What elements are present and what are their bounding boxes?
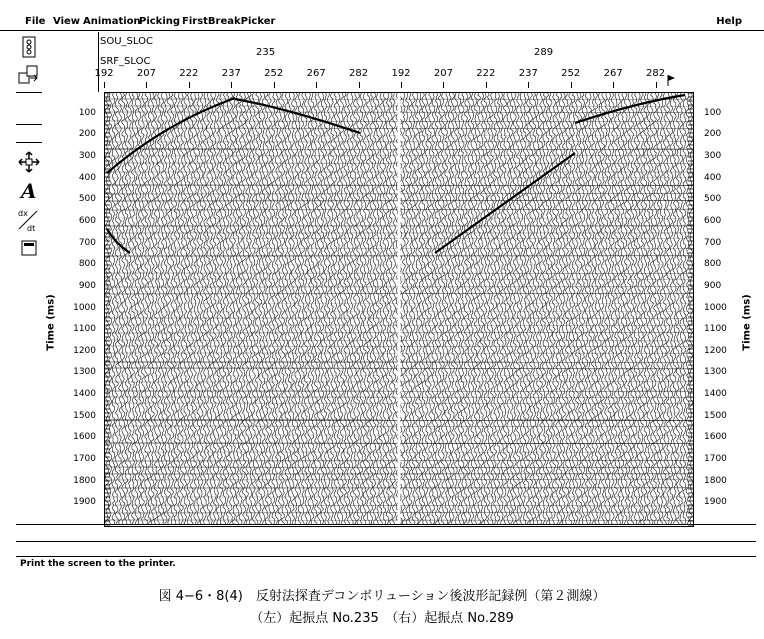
seismic-trace [226, 93, 229, 525]
seismic-trace [334, 93, 337, 525]
seismic-trace [337, 93, 340, 525]
seismic-trace [187, 93, 190, 525]
time-tick-label-left: 500 [78, 194, 96, 205]
seismic-trace [194, 93, 197, 525]
seismic-trace [119, 93, 122, 525]
seismic-trace [341, 93, 344, 525]
seismic-trace [305, 93, 308, 525]
seismic-trace [217, 93, 220, 525]
receiver-tick [189, 82, 190, 88]
seismic-trace [236, 93, 239, 525]
seismic-trace [164, 93, 167, 525]
seismic-trace [115, 93, 118, 525]
seismic-trace [448, 93, 451, 525]
seismic-trace [321, 93, 324, 525]
record-icon [20, 36, 38, 58]
seismic-trace [484, 93, 487, 525]
seismic-trace [468, 93, 471, 525]
receiver-tick-label: 222 [179, 68, 199, 79]
receiver-tick [528, 82, 529, 88]
seismic-trace [530, 93, 533, 525]
seismic-trace [331, 93, 334, 525]
seismic-trace [461, 93, 464, 525]
seismic-trace [474, 93, 477, 525]
receiver-tick [316, 82, 317, 88]
receiver-tick [359, 82, 360, 88]
seismic-trace [243, 93, 246, 525]
seismic-trace [527, 93, 530, 525]
menu-help[interactable]: Help [716, 16, 742, 27]
seismic-trace [298, 93, 301, 525]
time-tick-label-right: 1500 [704, 410, 727, 421]
figure-subcaption: （左）起振点 No.235 （右）起振点 No.289 [250, 611, 514, 626]
seismic-trace [354, 93, 357, 525]
seismic-trace [252, 93, 255, 525]
seismic-trace [403, 93, 406, 525]
time-tick-label-left: 1200 [73, 345, 96, 356]
seismic-trace [190, 93, 193, 525]
seismic-trace [246, 93, 249, 525]
receiver-tick-label: 192 [94, 68, 114, 79]
seismic-trace [481, 93, 484, 525]
receiver-tick-label: 282 [646, 68, 666, 79]
status-bar [16, 524, 756, 570]
shot-number-left: 235 [256, 47, 276, 58]
move-icon [18, 151, 40, 173]
seismic-trace [138, 93, 141, 525]
time-tick-label-right: 1100 [704, 324, 727, 335]
seismic-trace [360, 93, 363, 525]
seismic-trace [200, 93, 203, 525]
time-tick-label-right: 1900 [704, 497, 727, 508]
seismic-trace [507, 93, 510, 525]
seismic-trace [142, 93, 145, 525]
seismic-trace [367, 93, 370, 525]
time-tick-label-left: 1400 [73, 389, 96, 400]
seismic-trace [256, 93, 259, 525]
seismic-trace [517, 93, 520, 525]
time-tick-label-left: 1300 [73, 367, 96, 378]
time-tick-label-right: 1700 [704, 454, 727, 465]
seismic-trace [197, 93, 200, 525]
seismic-trace [520, 93, 523, 525]
receiver-tick [613, 82, 614, 88]
seismic-trace [295, 93, 298, 525]
time-tick-label-left: 200 [78, 129, 96, 140]
seismic-trace [168, 93, 171, 525]
seismic-trace [292, 93, 295, 525]
menu-file[interactable]: File [25, 16, 46, 27]
seismic-trace [344, 93, 347, 525]
time-tick-label-right: 1000 [704, 302, 727, 313]
derivative-tool-button[interactable] [16, 207, 42, 233]
seismic-trace [347, 93, 350, 525]
flag-icon[interactable] [666, 74, 676, 86]
seismic-traces[interactable] [104, 92, 694, 527]
seismic-trace [435, 93, 438, 525]
seismic-trace [275, 93, 278, 525]
seismic-trace [409, 93, 412, 525]
time-axis-title-right: Time (ms) [741, 294, 753, 351]
time-tick-label-right: 700 [704, 237, 722, 248]
seismic-trace [383, 93, 386, 525]
receiver-tick-label: 237 [518, 68, 538, 79]
receiver-tick-label: 192 [391, 68, 411, 79]
receiver-tick [486, 82, 487, 88]
receiver-tick [443, 82, 444, 88]
receiver-tick-label: 267 [603, 68, 623, 79]
seismic-trace [471, 93, 474, 525]
seismic-trace [223, 93, 226, 525]
seismic-trace [478, 93, 481, 525]
seismic-trace [311, 93, 314, 525]
seismic-trace [487, 93, 490, 525]
seismic-trace [155, 93, 158, 525]
seismic-trace [328, 93, 331, 525]
menu-picking[interactable]: Picking [139, 16, 181, 27]
seismic-trace [279, 93, 282, 525]
svg-text:dx: dx [18, 209, 28, 218]
print-icon [20, 239, 38, 257]
receiver-tick [231, 82, 232, 88]
seismic-trace [393, 93, 396, 525]
menu-firstbreakpicker[interactable]: FirstBreakPicker [182, 16, 276, 27]
seismic-trace [220, 93, 223, 525]
seismic-trace [523, 93, 526, 525]
seismic-trace [416, 93, 419, 525]
seismic-trace [438, 93, 441, 525]
time-tick-label-left: 1700 [73, 454, 96, 465]
time-tick-label-left: 400 [78, 172, 96, 183]
seismic-trace [128, 93, 131, 525]
print-tool-button[interactable] [16, 235, 42, 261]
svg-text:dt: dt [27, 224, 36, 233]
receiver-tick-label: 207 [136, 68, 156, 79]
time-tick-label-right: 1400 [704, 389, 727, 400]
seismic-trace [380, 93, 383, 525]
text-tool-button[interactable] [16, 177, 42, 203]
seismic-trace [132, 93, 135, 525]
seismic-trace [285, 93, 288, 525]
receiver-tick-label: 252 [264, 68, 284, 79]
time-tick-label-left: 1000 [73, 302, 96, 313]
time-tick-label-left: 1600 [73, 432, 96, 443]
seismic-trace [465, 93, 468, 525]
seismic-trace [210, 93, 213, 525]
receiver-tick-label: 267 [306, 68, 326, 79]
seismic-trace [230, 93, 233, 525]
seismic-trace [213, 93, 216, 525]
receiver-tick [401, 82, 402, 88]
seismic-trace [301, 93, 304, 525]
derivative-icon [17, 207, 41, 233]
time-tick-label-right: 500 [704, 194, 722, 205]
seismic-trace [373, 93, 376, 525]
time-tick-label-right: 800 [704, 259, 722, 270]
seismic-trace [158, 93, 161, 525]
seismic-trace [376, 93, 379, 525]
time-axis-title-left: Time (ms) [45, 294, 57, 351]
seismic-trace [324, 93, 327, 525]
seismic-trace [357, 93, 360, 525]
time-tick-label-left: 100 [78, 107, 96, 118]
seismic-trace [207, 93, 210, 525]
receiver-tick-label: 252 [561, 68, 581, 79]
time-tick-label-right: 100 [704, 107, 722, 118]
seismic-trace [181, 93, 184, 525]
seismic-trace [504, 93, 507, 525]
receiver-tick-label: 237 [221, 68, 241, 79]
time-tick-label-right: 400 [704, 172, 722, 183]
svg-text:A: A [21, 179, 37, 201]
seismic-trace [363, 93, 366, 525]
seismic-trace [406, 93, 409, 525]
seismic-trace [491, 93, 494, 525]
time-tick-label-left: 1100 [73, 324, 96, 335]
time-tick-label-right: 1300 [704, 367, 727, 378]
seismic-trace [500, 93, 503, 525]
time-tick-label-right: 600 [704, 215, 722, 226]
receiver-tick [274, 82, 275, 88]
copy-tool-button[interactable] [16, 62, 42, 88]
seismic-trace [288, 93, 291, 525]
time-tick-label-left: 600 [78, 215, 96, 226]
seismic-trace [171, 93, 174, 525]
seismic-trace [259, 93, 262, 525]
text-icon [19, 179, 39, 201]
srf-sloc-label: SRF_SLOC [100, 56, 151, 67]
seismic-trace [233, 93, 236, 525]
receiver-tick-label: 222 [476, 68, 496, 79]
time-tick-label-left: 700 [78, 237, 96, 248]
seismic-trace [174, 93, 177, 525]
time-tick-label-left: 800 [78, 259, 96, 270]
menu-view[interactable]: View [53, 16, 81, 27]
receiver-tick-label: 282 [349, 68, 369, 79]
receiver-tick [146, 82, 147, 88]
seismic-trace [510, 93, 513, 525]
time-tick-label-left: 300 [78, 150, 96, 161]
seismic-trace [318, 93, 321, 525]
seismic-plot-panel [44, 32, 754, 522]
seismic-trace [204, 93, 207, 525]
move-tool-button[interactable] [16, 149, 42, 175]
seismic-trace [442, 93, 445, 525]
receiver-tick [656, 82, 657, 88]
seismic-trace [451, 93, 454, 525]
shot-number-right: 289 [534, 47, 554, 58]
seismic-trace [419, 93, 422, 525]
seismic-trace [458, 93, 461, 525]
seismic-trace [239, 93, 242, 525]
time-tick-label-left: 1900 [73, 497, 96, 508]
seismic-trace [513, 93, 516, 525]
left-toolbar [16, 32, 42, 262]
seismic-trace [497, 93, 500, 525]
time-tick-label-right: 300 [704, 150, 722, 161]
receiver-tick [104, 82, 105, 88]
seismic-trace [151, 93, 154, 525]
sou-sloc-label: SOU_SLOC [100, 36, 153, 47]
seismic-trace [455, 93, 458, 525]
seismic-trace [422, 93, 425, 525]
seismic-trace [494, 93, 497, 525]
seismic-trace [389, 93, 392, 525]
seismic-trace [308, 93, 311, 525]
seismic-trace [272, 93, 275, 525]
menu-bar [0, 0, 764, 31]
seismic-trace [314, 93, 317, 525]
status-message: Print the screen to the printer. [20, 559, 176, 569]
seismic-trace [148, 93, 151, 525]
time-tick-label-right: 1200 [704, 345, 727, 356]
time-tick-label-left: 900 [78, 280, 96, 291]
seismic-trace [135, 93, 138, 525]
seismic-trace [370, 93, 373, 525]
copy-icon [17, 64, 41, 86]
menu-animation[interactable]: Animation [83, 16, 141, 27]
seismic-trace [266, 93, 269, 525]
seismic-trace [445, 93, 448, 525]
seismic-canvas [105, 93, 693, 526]
seismic-trace [161, 93, 164, 525]
seismic-trace [112, 93, 115, 525]
figure-caption: 図 4−6・8(4) 反射法探査デコンボリューション後波形記録例（第２測線） [158, 589, 606, 604]
seismic-trace [432, 93, 435, 525]
seismic-trace [425, 93, 428, 525]
seismic-trace [350, 93, 353, 525]
record-tool-button[interactable] [16, 34, 42, 60]
seismic-trace [282, 93, 285, 525]
seismic-trace [145, 93, 148, 525]
time-tick-label-right: 900 [704, 280, 722, 291]
seismic-trace [269, 93, 272, 525]
time-tick-label-left: 1800 [73, 475, 96, 486]
seismic-trace [184, 93, 187, 525]
time-tick-label-right: 200 [704, 129, 722, 140]
seismic-trace [386, 93, 389, 525]
receiver-tick [571, 82, 572, 88]
seismic-trace [249, 93, 252, 525]
time-tick-label-right: 1800 [704, 475, 727, 486]
seismic-trace [177, 93, 180, 525]
receiver-tick-label: 207 [433, 68, 453, 79]
time-tick-label-right: 1600 [704, 432, 727, 443]
seismic-trace [429, 93, 432, 525]
seismic-trace [262, 93, 265, 525]
time-tick-label-left: 1500 [73, 410, 96, 421]
seismic-trace [412, 93, 415, 525]
